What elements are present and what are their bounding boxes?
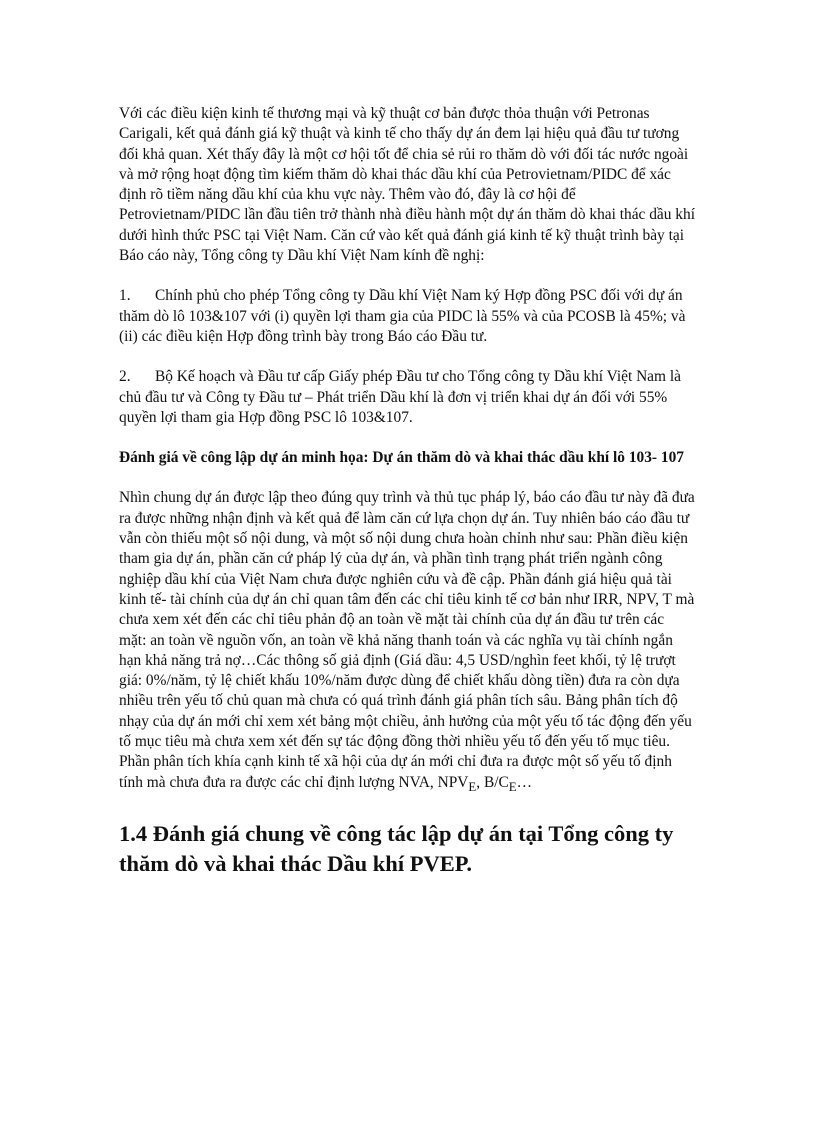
ellipsis: … [516,773,533,791]
bc-subscript: E [508,779,517,794]
intro-paragraph: Với các điều kiện kinh tế thương mại và kỹ thuật cơ bản được thỏa thuận với Petronas Carigali, kết quả đánh giá kỹ thuật và kinh tế cho thấy dự án đem lại hiệu quả đầu tư tương đối khả quan. Xét thấy đây là một cơ hội tốt để chia sẻ rủi ro thăm dò với đối tác nước ngoài và mở rộng hoạt động tìm kiếm thăm dò khai thác dầu khí của Petrovietnam/PIDC để xác định rõ tiềm năng dầu khí của khu vực này. Thêm vào đó, đây là cơ hội để Petrovietnam/PIDC lần đầu tiên trở thành nhà điều hành một dự án thăm dò khai thác dầu khí dưới hình thức PSC tại Việt Nam. Căn cứ vào kết quả đánh giá kinh tế kỹ thuật trình bày tại Báo cáo này, Tổng công ty Dầu khí Việt Nam kính đề nghị: [119,105,695,265]
npv-label: NPV [437,773,469,791]
proposal-item-2 [119,367,695,428]
bc-label: B/C [483,773,509,791]
document-page [119,104,695,879]
proposal-number: 1. [119,287,131,305]
npv-subscript: E [468,779,477,794]
evaluation-text: Nhìn chung dự án được lập theo đúng quy trình và thủ tục pháp lý, báo cáo đầu tư này đã đưa ra được những nhận định và kết quả để làm căn cứ lựa chọn dự án. Tuy nhiên báo cáo đầu tư vẫn còn thiếu một số nội dung, và một số nội dung chưa hoàn chỉnh như sau: Phần điều kiện tham gia dự án, phần căn cứ pháp lý của dự án, và phần tình trạng phát triển ngành công nghiệp dầu khí của Việt Nam chưa được nghiên cứu và đề cập. Phần đánh giá hiệu quả tài kinh tế- tài chính của dự án chỉ quan tâm đến các chỉ tiêu kinh tế cơ bản như IRR, NPV, T mà chưa xem xét đến các chỉ tiêu phản độ an toàn về mặt tài chính của dự án đầu tư trên các mặt: an toàn về nguồn vốn, an toàn về khả năng thanh toán và các nghĩa vụ tài chính ngắn hạn khả năng trả nợ…Các thông số giả định (Giá dầu: 4,5 USD/nghìn feet khối, tỷ lệ trượt giá: 0%/năm, tỷ lệ chiết khấu 10%/năm được dùng để chiết khấu dòng tiền) đưa ra còn dựa nhiều trên yếu tố chủ quan mà chưa có quá trình đánh giá phân tích sâu. Bảng phân tích độ nhạy của dự án mới chỉ xem xét bảng một chiều, ảnh hưởng của một yếu tố tác động đến yếu tố mục tiêu mà chưa xem xét đến sự tác động đồng thời nhiều yếu tố đến yếu tố mục tiêu. Phần phân tích khía cạnh kinh tế xã hội của dự án mới chỉ đưa ra được một số yếu tố định tính mà chưa đưa ra được các chỉ định lượng NVA, [119,489,695,791]
evaluation-paragraph [119,488,695,797]
separator: , [476,773,484,791]
proposal-item-1 [119,286,695,347]
section-heading: 1.4 Đánh giá chung về công tác lập dự án tại Tổng công ty thăm dò và khai thác Dầu khí PVEP. [119,820,674,876]
proposal-list [119,286,695,428]
evaluation-heading: Đánh giá về công lập dự án minh họa: Dự án thăm dò và khai thác dầu khí lô 103- 107 [119,449,684,467]
proposal-text: Bộ Kế hoạch và Đầu tư cấp Giấy phép Đầu tư cho Tổng công ty Dầu khí Việt Nam là chủ đầu tư và Công ty Đầu tư – Phát triển Dầu khí là đơn vị triển khai dự án đối với 55% quyền lợi tham gia Hợp đồng PSC lô 103&107. [119,368,681,426]
proposal-text: Chính phủ cho phép Tổng công ty Dầu khí Việt Nam ký Hợp đồng PSC đối với dự án thăm dò lô 103&107 với (i) quyền lợi tham gia của PIDC là 55% và của PCOSB là 45%; và (ii) các điều kiện Hợp đồng trình bày trong Báo cáo Đầu tư. [119,287,686,345]
proposal-number: 2. [119,368,131,386]
